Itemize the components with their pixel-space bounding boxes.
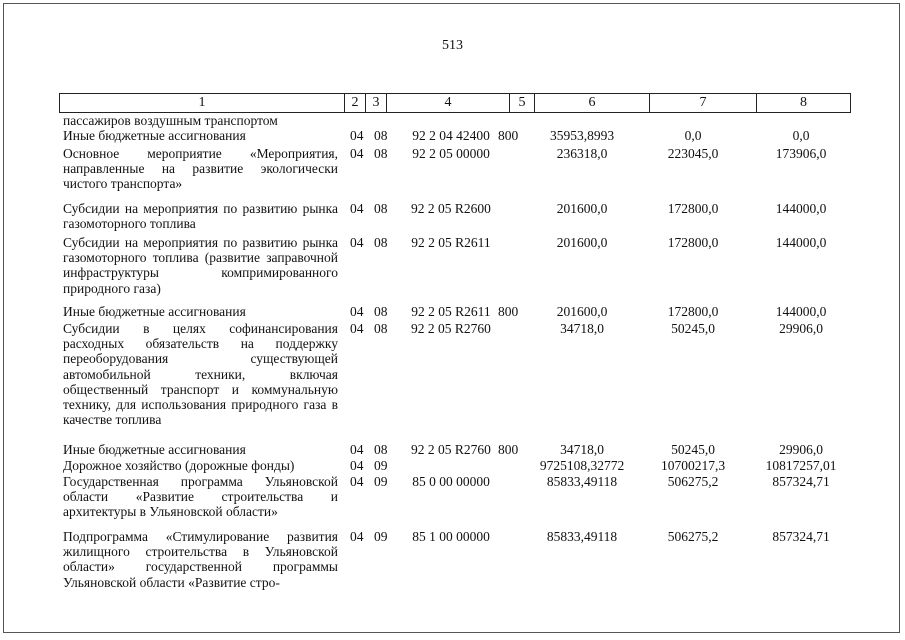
row-csr: 92 2 04 42400 — [412, 128, 490, 143]
row-pr: 08 — [374, 321, 388, 336]
carryover-text: пассажиров воздушным транспортом — [63, 113, 278, 128]
row-value-8: 0,0 — [792, 128, 810, 143]
row-value-8: 144000,0 — [775, 304, 827, 319]
row-value-8: 144000,0 — [775, 235, 827, 250]
row-value-8: 857324,71 — [772, 474, 830, 489]
row-name: Субсидии на мероприятия по развитию рынка газомоторного топлива (развитие заправочной инфраструктуры компримированного природного газа) — [63, 235, 338, 296]
row-pr: 08 — [374, 128, 388, 143]
row-value-8: 10817257,01 — [765, 458, 837, 473]
row-csr: 92 2 05 R2611 — [411, 304, 491, 319]
row-value-7: 50245,0 — [671, 321, 715, 336]
row-pr: 09 — [374, 529, 388, 544]
row-csr: 92 2 05 R2760 — [411, 321, 491, 336]
row-pr: 09 — [374, 474, 388, 489]
row-rz: 04 — [350, 529, 364, 544]
row-csr: 85 0 00 00000 — [412, 474, 490, 489]
col-header-8: 8 — [757, 94, 851, 113]
row-name: Субсидии в целях софинансирования расходных обязательств на поддержку переоборудования существующей автомобильной техники, включая общественный транспорт и коммунальную технику, для использования природного газа в качестве топлива — [63, 321, 338, 428]
row-value-7: 50245,0 — [671, 442, 715, 457]
row-value-6: 236318,0 — [556, 146, 608, 161]
col-header-2: 2 — [345, 94, 366, 113]
row-value-8: 173906,0 — [775, 146, 827, 161]
row-csr: 92 2 05 R2760 — [411, 442, 491, 457]
row-value-8: 144000,0 — [775, 201, 827, 216]
row-value-7: 172800,0 — [667, 201, 719, 216]
row-pr: 08 — [374, 304, 388, 319]
row-value-7: 506275,2 — [667, 529, 719, 544]
row-rz: 04 — [350, 235, 364, 250]
row-rz: 04 — [350, 304, 364, 319]
row-csr: 85 1 00 00000 — [412, 529, 490, 544]
row-value-6: 85833,49118 — [546, 474, 618, 489]
row-value-6: 34718,0 — [560, 442, 604, 457]
row-rz: 04 — [350, 321, 364, 336]
row-value-8: 857324,71 — [772, 529, 830, 544]
row-vr: 800 — [498, 304, 519, 319]
row-pr: 08 — [374, 201, 388, 216]
row-name: Иные бюджетные ассигнования — [63, 128, 246, 143]
row-value-6: 201600,0 — [556, 235, 608, 250]
col-header-3: 3 — [366, 94, 387, 113]
row-csr: 92 2 05 R2600 — [411, 201, 491, 216]
row-name: Подпрограмма «Стимулирование развития жилищного строительства в Ульяновской области» государственной программы Ульяновской области «Развитие стро- — [63, 529, 338, 590]
page-number: 513 — [442, 38, 463, 53]
row-value-6: 34718,0 — [560, 321, 604, 336]
row-value-6: 9725108,32772 — [539, 458, 625, 473]
col-header-5: 5 — [510, 94, 535, 113]
row-csr: 92 2 05 R2611 — [411, 235, 491, 250]
row-rz: 04 — [350, 201, 364, 216]
row-name: Основное мероприятие «Мероприятия, направленные на развитие экологически чистого транспорта» — [63, 146, 338, 192]
row-value-7: 223045,0 — [667, 146, 719, 161]
row-value-6: 85833,49118 — [546, 529, 618, 544]
row-value-6: 201600,0 — [556, 304, 608, 319]
col-header-1: 1 — [60, 94, 345, 113]
row-vr: 800 — [498, 442, 519, 457]
row-value-8: 29906,0 — [779, 321, 823, 336]
row-value-7: 0,0 — [684, 128, 702, 143]
row-rz: 04 — [350, 146, 364, 161]
col-header-7: 7 — [650, 94, 757, 113]
row-name: Иные бюджетные ассигнования — [63, 442, 246, 457]
row-value-6: 35953,8993 — [549, 128, 615, 143]
row-value-7: 172800,0 — [667, 304, 719, 319]
row-name: Дорожное хозяйство (дорожные фонды) — [63, 458, 295, 473]
col-header-6: 6 — [535, 94, 650, 113]
row-rz: 04 — [350, 474, 364, 489]
row-value-6: 201600,0 — [556, 201, 608, 216]
row-pr: 08 — [374, 146, 388, 161]
row-vr: 800 — [498, 128, 519, 143]
row-name: Государственная программа Ульяновской области «Развитие строительства и архитектуры в Ульяновской области» — [63, 474, 338, 520]
row-pr: 08 — [374, 442, 388, 457]
col-header-4: 4 — [387, 94, 510, 113]
row-value-7: 506275,2 — [667, 474, 719, 489]
column-header-row — [59, 93, 851, 113]
row-name: Субсидии на мероприятия по развитию рынка газомоторного топлива — [63, 201, 338, 232]
row-rz: 04 — [350, 458, 364, 473]
row-pr: 09 — [374, 458, 388, 473]
row-rz: 04 — [350, 442, 364, 457]
row-value-7: 172800,0 — [667, 235, 719, 250]
row-name: Иные бюджетные ассигнования — [63, 304, 246, 319]
row-value-7: 10700217,3 — [660, 458, 726, 473]
row-pr: 08 — [374, 235, 388, 250]
row-rz: 04 — [350, 128, 364, 143]
row-value-8: 29906,0 — [779, 442, 823, 457]
row-csr: 92 2 05 00000 — [412, 146, 490, 161]
